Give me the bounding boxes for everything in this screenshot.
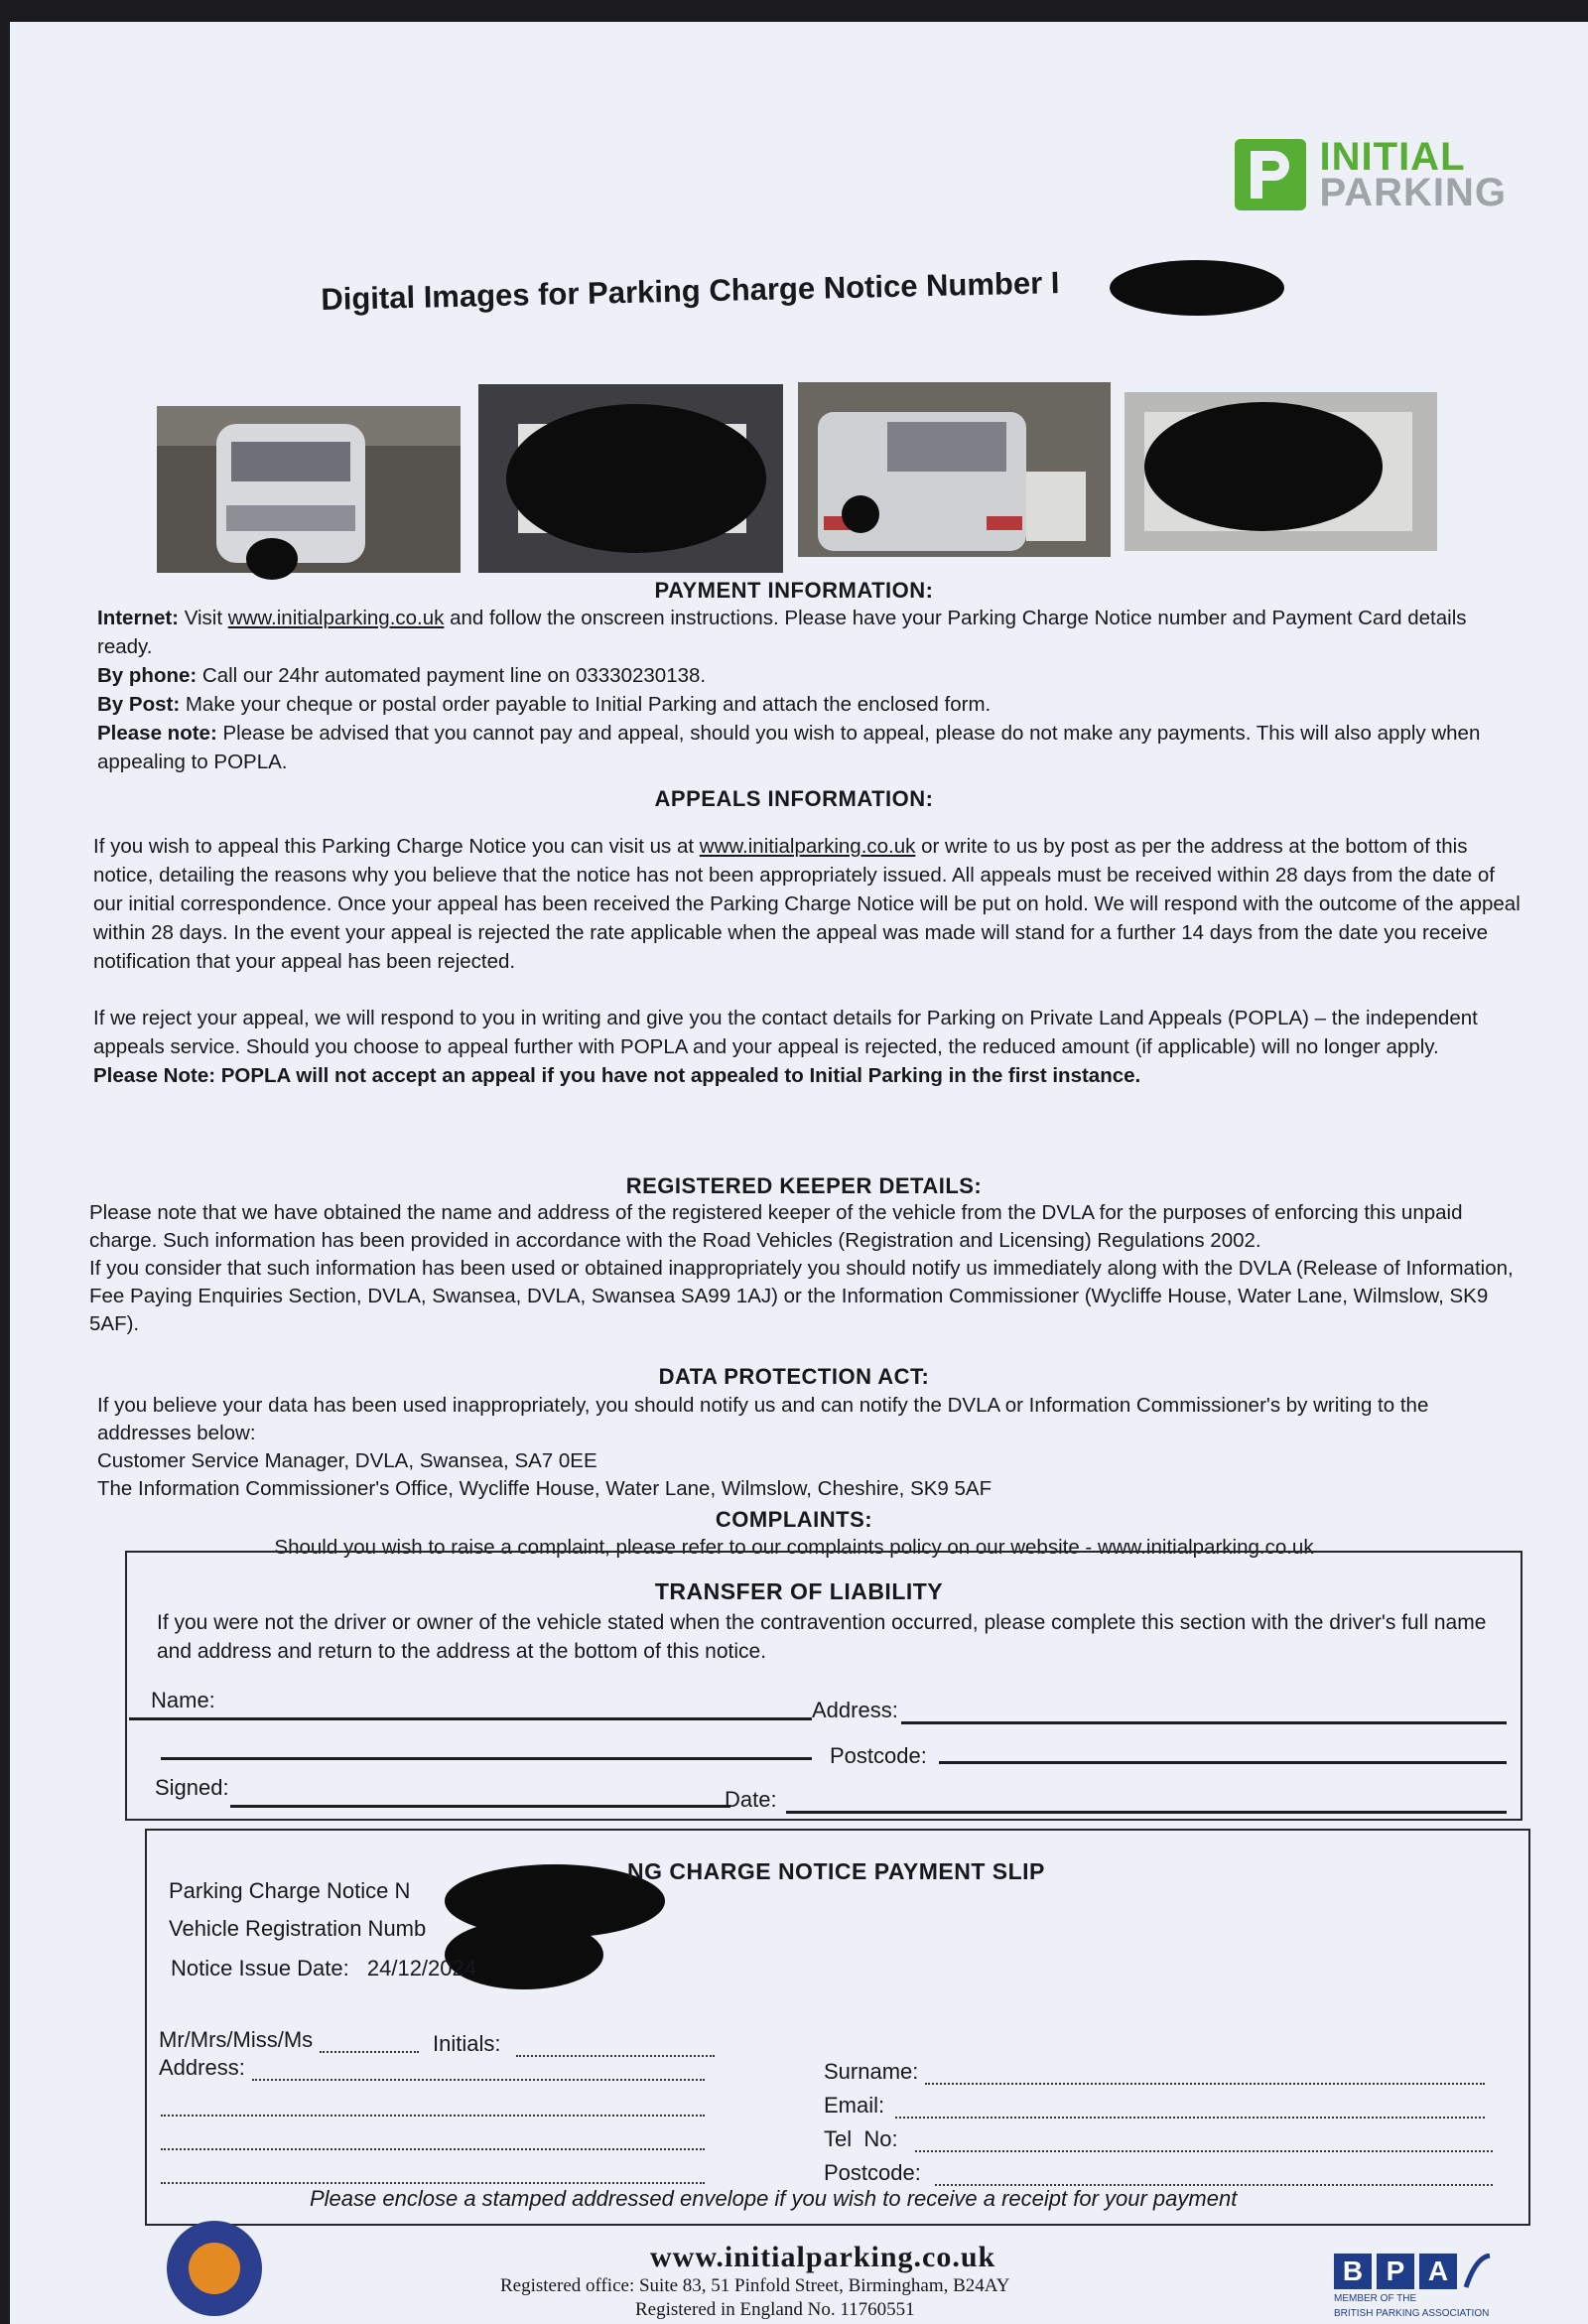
complaints-heading: COMPLAINTS: <box>715 1507 873 1532</box>
payment-slip-heading: NG CHARGE NOTICE PAYMENT SLIP <box>627 1858 1045 1884</box>
keeper-text <box>89 1199 1519 1338</box>
name-field[interactable] <box>129 1717 812 1720</box>
date-label: Date: <box>725 1787 777 1812</box>
appeals-p1-post: or write to us by post as per the address at the bottom of this notice, detailing the reasons why you believe that the notice has not been appropriately issued. All appeals must be received within 28 days from the date of our initial correspondence. Once your appeal has been received the Parking Charge Notice will be put on hold. We will respond with the outcome of the appeal within 28 days. In the event your appeal is rejected the rate applicable when the appeal was made will stand for a further 14 days from the date you receive notification that your appeal has been rejected. <box>93 835 1521 973</box>
internet-text-pre: Visit <box>184 607 223 629</box>
internet-label: Internet: <box>97 607 179 629</box>
email-field[interactable] <box>895 2117 1485 2119</box>
issue-date-row <box>171 1956 476 1982</box>
complaints-text: Should you wish to raise a complaint, please refer to our complaints policy on our website - www.initialparking.co.uk <box>274 1536 1314 1559</box>
initial-parking-logo <box>1235 135 1507 214</box>
enclose-envelope-note: Please enclose a stamped addressed envelope if you wish to receive a receipt for your payment <box>310 2186 1238 2211</box>
data-protection-text <box>97 1392 1507 1503</box>
appeals-p1-pre: If you wish to appeal this Parking Charge Notice you can visit us at <box>93 835 695 858</box>
approved-operator-badge-icon <box>167 2221 262 2316</box>
address-field-3[interactable] <box>161 2148 705 2150</box>
data-protection-p1: If you believe your data has been used inappropriately, you should notify us and can notify the DVLA or Information Commissioner's by writing to the addresses below: <box>97 1394 1429 1444</box>
postcode-field[interactable] <box>939 1761 1507 1764</box>
redaction-mark <box>1144 402 1383 531</box>
title-field[interactable] <box>320 2051 419 2053</box>
evidence-photo-vehicle-rear <box>798 382 1111 557</box>
bpa-letter-p: P <box>1377 2254 1414 2289</box>
evidence-photo-vehicle-front <box>157 406 461 573</box>
appeals-text <box>93 832 1522 1090</box>
tel-label: Tel No: <box>824 2126 898 2151</box>
logo-word-initial: INITIAL <box>1319 135 1466 179</box>
registered-number: Registered in England No. 11760551 <box>635 2299 915 2320</box>
footer-website[interactable]: www.initialparking.co.uk <box>650 2241 996 2273</box>
transfer-text: If you were not the driver or owner of the vehicle stated when the contravention occurred, please complete this section with the driver's full name and address and return to the address at the bottom of this notice. <box>157 1611 1487 1663</box>
address-field-2[interactable] <box>161 2115 705 2117</box>
website-link[interactable]: www.initialparking.co.uk <box>699 835 916 858</box>
date-field[interactable] <box>786 1811 1507 1814</box>
bpa-letter-a: A <box>1419 2254 1457 2289</box>
address-line-2-field[interactable] <box>161 1757 812 1760</box>
bpa-letter-b: B <box>1334 2254 1372 2289</box>
issue-date-label: Notice Issue Date: <box>171 1956 349 1981</box>
payment-info-text <box>97 604 1526 776</box>
phone-text: Call our 24hr automated payment line on 03330230138. <box>201 664 707 687</box>
data-protection-heading: DATA PROTECTION ACT: <box>658 1364 930 1389</box>
keeper-p1: Please note that we have obtained the name and address of the registered keeper of the vehicle from the DVLA for the purposes of enforcing this unpaid charge. Such information has been provided in accordance with the Road Vehicles (Registration and Licensing) Regulations 2002. <box>89 1201 1463 1252</box>
post-label: By Post: <box>97 693 181 716</box>
initials-field[interactable] <box>516 2055 715 2057</box>
surname-label: Surname: <box>824 2059 919 2084</box>
appeals-heading: APPEALS INFORMATION: <box>654 786 934 811</box>
post-text: Make your cheque or postal order payable to Initial Parking and attach the enclosed form. <box>185 693 992 716</box>
note-text: Please be advised that you cannot pay and appeal, should you wish to appeal, please do not make any payments. This will also apply when appealing to POPLA. <box>97 722 1481 773</box>
ico-address: The Information Commissioner's Office, Wycliffe House, Water Lane, Wilmslow, Cheshire, SK9 5AF <box>97 1477 992 1500</box>
keeper-p2: If you consider that such information has been used or obtained inappropriately you should notify us immediately along with the DVLA (Release of Information, Fee Paying Enquiries Section, DVLA, Swansea, DVLA, Swansea SA99 1AJ) or the Information Commissioner (Wycliffe House, Water Lane, Wilmslow, SK9 5AF). <box>89 1257 1514 1335</box>
signature-field[interactable] <box>230 1805 730 1808</box>
internet-text-post: and follow the onscreen instructions. Please have your Parking Charge Notice number and Payment Card details ready. <box>97 607 1467 658</box>
note-label: Please note: <box>97 722 217 745</box>
appeals-p2: If we reject your appeal, we will respond to you in writing and give you the contact details for Parking on Private Land Appeals (POPLA) – the independent appeals service. Should you choose to appeal further with POPLA and your appeal is rejected, the reduced amount (if applicable) will no longer apply. <box>93 1007 1478 1058</box>
phone-label: By phone: <box>97 664 198 687</box>
pcn-label: Parking Charge Notice N <box>169 1878 411 1903</box>
redaction-mark <box>1110 260 1284 316</box>
issue-date-value: 24/12/2024 <box>366 1956 476 1981</box>
page-title: Digital Images for Parking Charge Notice Number I <box>321 265 1060 317</box>
postcode-label: Postcode: <box>830 1743 927 1768</box>
signed-label: Signed: <box>155 1775 229 1800</box>
bpa-subtitle-1: MEMBER OF THE <box>1334 2293 1417 2304</box>
dvla-address: Customer Service Manager, DVLA, Swansea, SA7 0EE <box>97 1449 597 1472</box>
address-field-4[interactable] <box>161 2182 705 2184</box>
registered-office: Registered office: Suite 83, 51 Pinfold Street, Birmingham, B24AY <box>500 2275 1010 2296</box>
website-link[interactable]: www.initialparking.co.uk <box>227 607 445 629</box>
email-label: Email: <box>824 2093 885 2118</box>
bpa-subtitle-2: BRITISH PARKING ASSOCIATION <box>1334 2308 1490 2319</box>
logo-word-parking: PARKING <box>1319 171 1507 214</box>
notice-sheet <box>10 22 1588 2324</box>
payment-info-heading: PAYMENT INFORMATION: <box>654 578 934 603</box>
redaction-mark <box>842 495 879 533</box>
tel-field[interactable] <box>915 2150 1493 2152</box>
vrn-label: Vehicle Registration Numb <box>169 1916 427 1941</box>
address-field[interactable] <box>901 1721 1507 1724</box>
title-label: Mr/Mrs/Miss/Ms <box>159 2027 314 2052</box>
address-field-1[interactable] <box>252 2079 705 2081</box>
address-label: Address: <box>812 1698 898 1722</box>
redaction-mark <box>506 404 766 553</box>
keeper-heading: REGISTERED KEEPER DETAILS: <box>625 1173 983 1198</box>
address-label: Address: <box>159 2055 245 2080</box>
name-label: Name: <box>151 1688 215 1712</box>
slip-postcode-label: Postcode: <box>824 2160 921 2185</box>
transfer-heading: TRANSFER OF LIABILITY <box>654 1578 944 1604</box>
redaction-mark <box>246 538 298 580</box>
evidence-photos <box>157 374 1437 573</box>
appeals-popla-note: Please Note: POPLA will not accept an appeal if you have not appealed to Initial Parking in the first instance. <box>93 1064 1141 1087</box>
initials-label: Initials: <box>433 2031 501 2056</box>
bpa-swoosh-icon <box>1462 2254 1492 2289</box>
bpa-logo <box>1334 2254 1513 2319</box>
surname-field[interactable] <box>925 2083 1485 2085</box>
p-logo-icon <box>1235 139 1306 210</box>
